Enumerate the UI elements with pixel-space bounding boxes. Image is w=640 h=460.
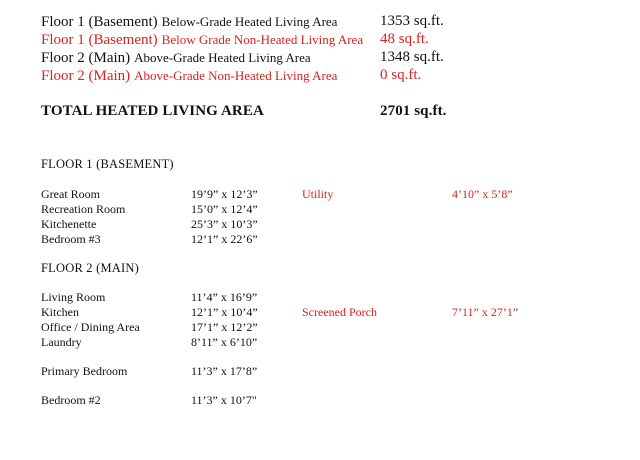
area-label-floor: Floor 1 (Basement) xyxy=(41,32,158,48)
area-value-main-heated: 1348 sq.ft. xyxy=(380,49,444,65)
floor1-heading: FLOOR 1 (BASEMENT) xyxy=(41,157,174,171)
room-name: Kitchenette xyxy=(41,217,97,231)
area-value-basement-heated: 1353 sq.ft. xyxy=(380,13,444,29)
porch-name: Screened Porch xyxy=(302,305,377,319)
area-label-type: Below Grade Non-Heated Living Area xyxy=(161,32,364,47)
room-dimension: 8’11” x 6’10” xyxy=(191,335,258,349)
area-value-basement-nonheated: 48 sq.ft. xyxy=(380,31,429,47)
floor2-heading: FLOOR 2 (MAIN) xyxy=(41,261,139,275)
room-name: Great Room xyxy=(41,187,100,201)
area-label-type: Above-Grade Heated Living Area xyxy=(134,50,311,65)
room-dimension: 11’3” x 17’8” xyxy=(191,364,258,378)
room-name: Laundry xyxy=(41,335,82,349)
room-name: Kitchen xyxy=(41,305,79,319)
room-name: Recreation Room xyxy=(41,202,126,216)
area-row-basement-heated xyxy=(41,13,337,31)
room-name: Office / Dining Area xyxy=(41,320,140,334)
room-name: Bedroom #3 xyxy=(41,232,101,246)
area-label-type: Below-Grade Heated Living Area xyxy=(161,14,338,29)
area-label-floor: Floor 1 (Basement) xyxy=(41,14,158,30)
area-label-floor: Floor 2 (Main) xyxy=(41,50,131,66)
area-row-main-heated xyxy=(41,49,311,67)
total-heated-label: TOTAL HEATED LIVING AREA xyxy=(41,103,264,119)
utility-name: Utility xyxy=(302,187,334,201)
total-heated-value: 2701 sq.ft. xyxy=(380,103,447,119)
porch-dimension: 7’11” x 27’1” xyxy=(452,305,519,319)
area-row-main-nonheated xyxy=(41,67,337,85)
room-dimension: 17’1” x 12’2” xyxy=(191,320,258,334)
room-dimension: 25’3” x 10’3” xyxy=(191,217,258,231)
area-label-floor: Floor 2 (Main) xyxy=(41,68,131,84)
room-dimension: 11’4” x 16’9” xyxy=(191,290,258,304)
room-dimension: 12’1” x 22’6” xyxy=(191,232,258,246)
utility-dimension: 4’10” x 5’8” xyxy=(452,187,513,201)
room-dimension: 11’3” x 10’7" xyxy=(191,393,257,407)
area-row-basement-nonheated xyxy=(41,31,363,49)
room-name: Primary Bedroom xyxy=(41,364,128,378)
room-dimension: 12’1” x 10’4” xyxy=(191,305,258,319)
area-label-type: Above-Grade Non-Heated Living Area xyxy=(134,68,338,83)
area-value-main-nonheated: 0 sq.ft. xyxy=(380,67,422,83)
room-name: Bedroom #2 xyxy=(41,393,101,407)
room-dimension: 19’9” x 12’3” xyxy=(191,187,258,201)
room-dimension: 15’0” x 12’4” xyxy=(191,202,258,216)
room-name: Living Room xyxy=(41,290,106,304)
